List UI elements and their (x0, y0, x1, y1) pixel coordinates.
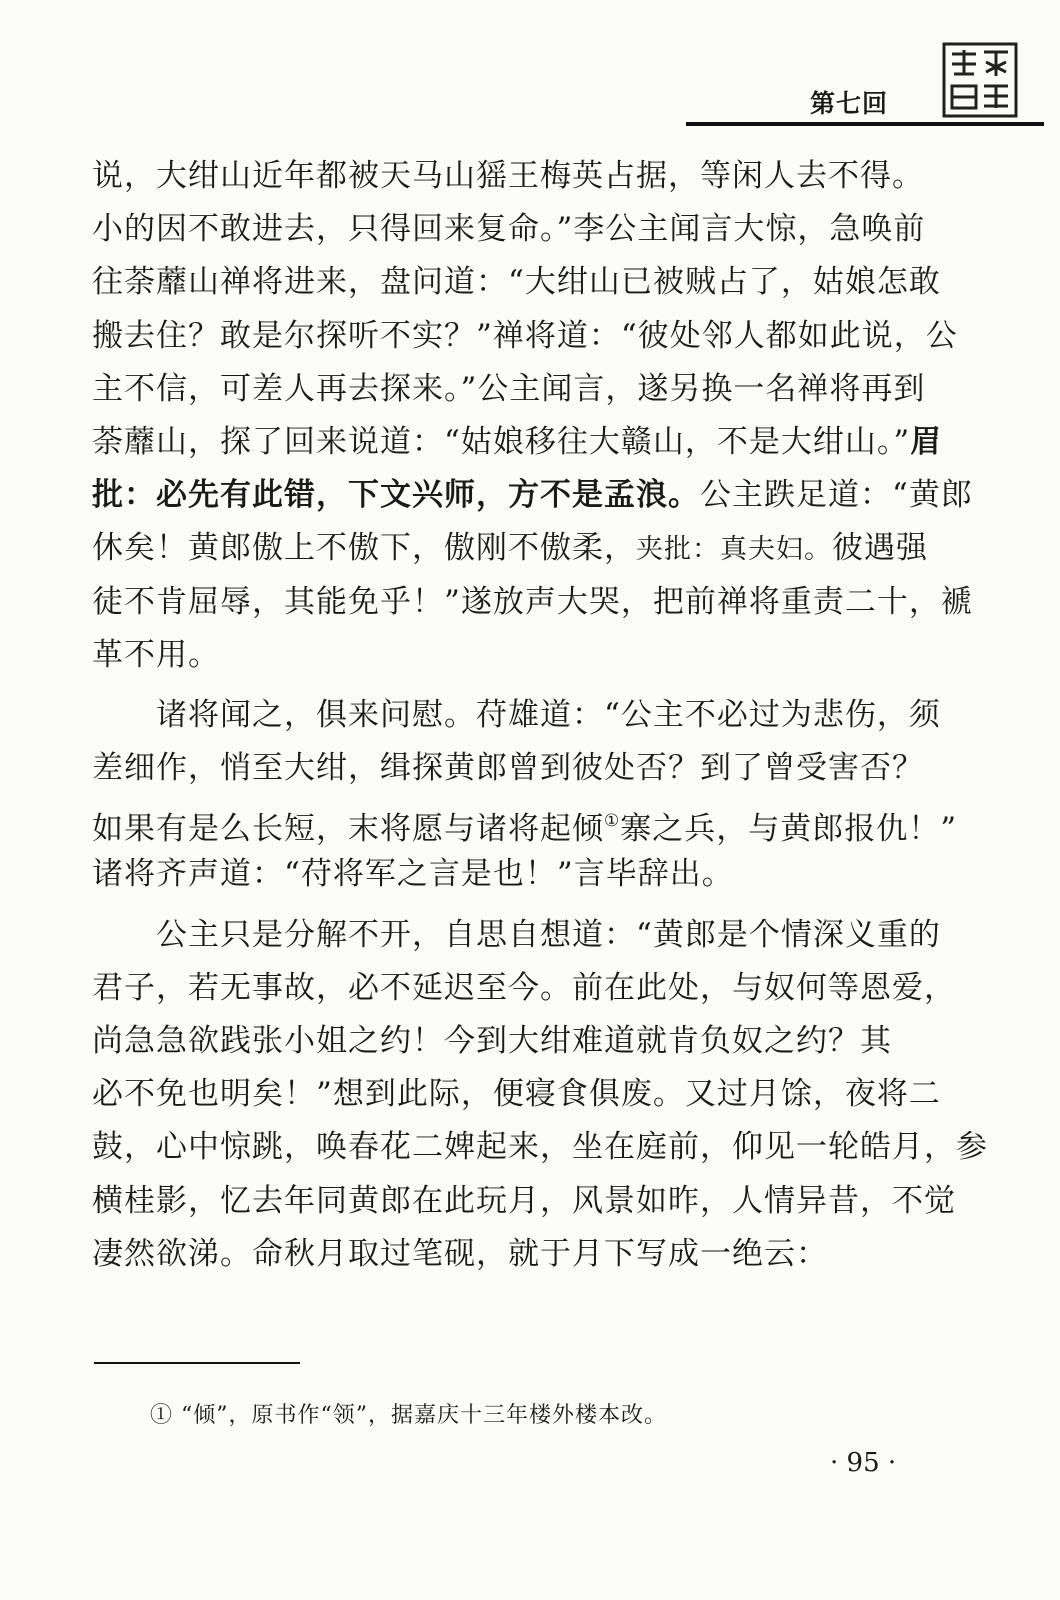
text-span: 公主跌足道：“黄郎 (700, 477, 973, 514)
text-line: 革不用。 (92, 636, 220, 673)
text-line: 差细作，悄至大绀，缉探黄郎曾到彼处否？到了曾受害否？ (92, 750, 924, 787)
chapter-title: 第七回 (810, 89, 889, 118)
text-line: 说，大绀山近年都被天马山猺王梅英占据，等闲人去不得。 (92, 158, 924, 194)
text-line (92, 469, 973, 522)
page-number: · 95 · (830, 1448, 897, 1478)
text-line (92, 416, 943, 469)
footnote-rule (94, 1362, 300, 1364)
text-line: 鼓，心中惊跳，唤春花二婢起来，坐在庭前，仰见一轮皓月，参 (92, 1129, 988, 1166)
main-text (92, 150, 988, 1281)
eyebrow-comment: 眉 (910, 423, 943, 460)
text-span: 休矣！黄郎傲上不傲下，傲刚不傲柔， (92, 530, 636, 567)
text-span: 彼遇强 (832, 530, 928, 567)
text-line: 尚急急欲践张小姐之约！今到大绀难道就肯负奴之约？其 (92, 1023, 892, 1059)
text-line: 君子，若无事故，必不延迟至今。前在此处，与奴何等恩爱， (92, 969, 956, 1006)
interlinear-comment: 夹批：真夫妇。 (636, 534, 832, 566)
text-span: 如果有是么长短，末将愿与诸将起倾 (92, 811, 604, 848)
text-span: 荼蘼山，探了回来说道：“姑娘移往大赣山，不是大绀山。” (92, 423, 911, 460)
page-header (0, 0, 1060, 140)
eyebrow-comment: 批：必先有此错，下文兴师，方不是孟浪。 (92, 477, 700, 514)
text-line (92, 795, 958, 848)
text-line: 凄然欲涕。命秋月取过笔砚，就于月下写成一绝云： (92, 1235, 828, 1272)
text-line: 诸将齐声道：“苻将军之言是也！”言毕辞出。 (92, 856, 734, 893)
text-line: 小的因不敢进去，只得回来复命。”李公主闻言大惊，急唤前 (92, 211, 926, 248)
text-line: 往荼蘼山禅将进来，盘问道：“大绀山已被贼占了，姑娘怎敢 (92, 264, 941, 301)
seal-stamp-icon (942, 42, 1018, 118)
footnote-marker[interactable]: ① (604, 811, 621, 832)
text-line: 主不信，可差人再去探来。”公主闻言，遂另换一名禅将再到 (92, 370, 926, 407)
text-span: 寨之兵，与黄郎报仇！” (620, 811, 958, 848)
text-line: 公主只是分解不开，自思自想道：“黄郎是个情深义重的 (156, 916, 941, 953)
text-line: 搬去住？敢是尔探听不实？”禅将道：“彼处邻人都如此说，公 (92, 317, 958, 354)
text-line: 必不免也明矣！”想到此际，便寝食俱废。又过月馀，夜将二 (92, 1076, 941, 1113)
header-rule (686, 122, 1044, 126)
paragraph-gap (92, 902, 930, 909)
paragraph-gap (92, 682, 930, 689)
text-line: 诸将闻之，俱来问慰。苻雄道：“公主不必过为悲伤，须 (156, 696, 941, 733)
text-line (92, 522, 930, 575)
text-line: 横桂影，忆去年同黄郎在此玩月，风景如昨，人情异昔，不觉 (92, 1182, 956, 1219)
footnote: ① “倾”，原书作“领”，据嘉庆十三年楼外楼本改。 (150, 1403, 667, 1428)
text-line: 徒不肯屈辱，其能免乎！”遂放声大哭，把前禅将重责二十，褫 (92, 583, 973, 620)
